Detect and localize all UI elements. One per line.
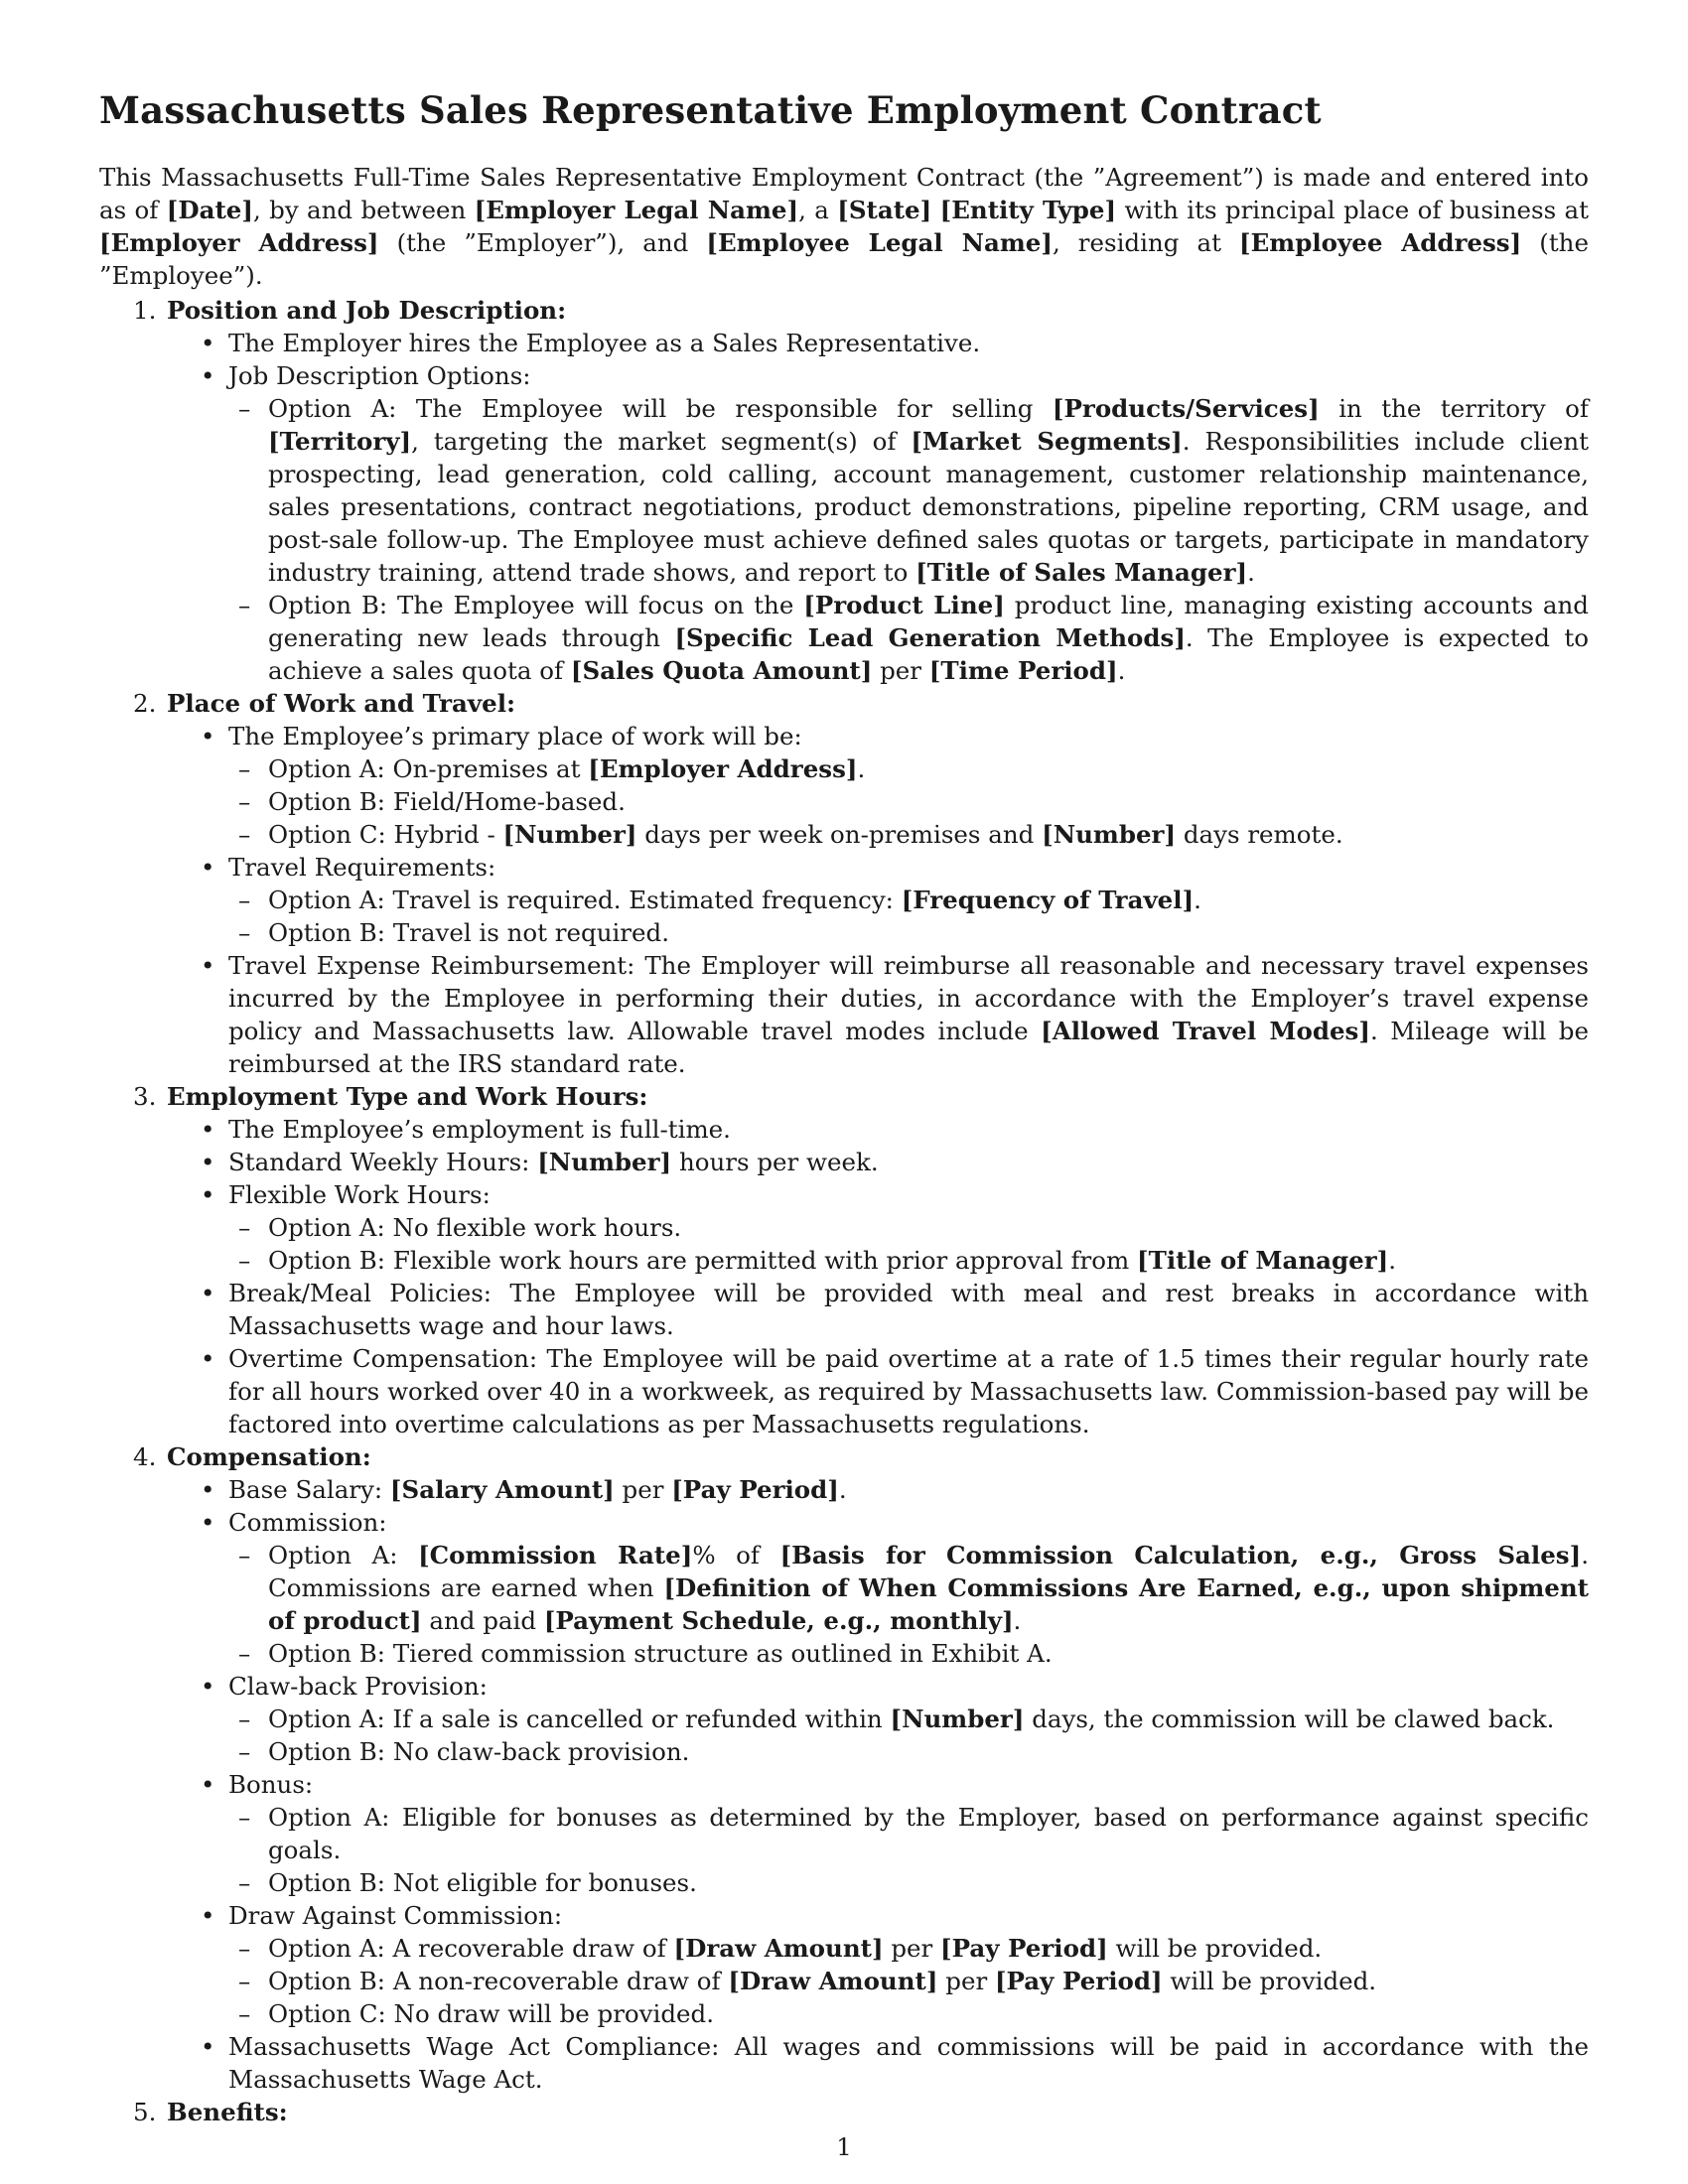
text-run: Option C: Hybrid - <box>268 820 503 849</box>
bullet-text <box>228 951 1589 1078</box>
text-run: per <box>872 656 929 685</box>
bullet-item <box>99 851 1589 949</box>
placeholder-field: [Entity Type] <box>939 196 1117 224</box>
section-heading <box>99 2096 1589 2128</box>
placeholder-field: [State] <box>837 196 932 224</box>
text-run: . Mileage will be reimbursed at the IRS standard rate. <box>228 1017 1589 1078</box>
option-item <box>137 1539 1589 1637</box>
placeholder-field: [Frequency of Travel] <box>901 886 1195 914</box>
option-text <box>238 392 1589 589</box>
section-heading <box>99 294 1589 327</box>
bullet-text <box>228 1279 1589 1340</box>
placeholder-field: [Date] <box>166 196 253 224</box>
dash-icon: – <box>238 1868 251 1897</box>
option-list <box>137 1932 1589 2030</box>
dash-icon: – <box>238 918 251 947</box>
text-run: days, the commission will be clawed back. <box>1024 1705 1555 1733</box>
placeholder-field: [Draw Amount] <box>673 1934 884 1963</box>
text-run: Option A: Eligible for bonuses as determined by the Employer, based on performance against specific goals. <box>268 1803 1589 1864</box>
bullet-text <box>228 1115 731 1144</box>
text-run: product line, managing existing accounts and generating new leads through <box>268 591 1589 652</box>
section-heading <box>99 687 1589 720</box>
bullet-item <box>99 359 1589 687</box>
placeholder-field: [Number] <box>537 1148 672 1176</box>
option-text <box>238 752 1589 785</box>
bullet-item <box>99 1113 1589 1146</box>
option-list <box>137 392 1589 687</box>
text-run: Job Description Options: <box>228 361 531 390</box>
dash-icon: – <box>238 1934 251 1963</box>
text-run: , by and between <box>252 196 475 224</box>
text-run: . <box>1013 1606 1022 1635</box>
bullet-icon: • <box>201 1901 215 1930</box>
text-run: Travel Requirements: <box>228 853 496 882</box>
bullet-icon: • <box>201 2032 215 2061</box>
text-run: % of <box>692 1541 780 1570</box>
placeholder-field: [Territory] <box>268 427 412 456</box>
text-run: Base Salary: <box>228 1475 390 1504</box>
placeholder-field: [Employer Address] <box>99 228 379 257</box>
dash-icon: – <box>238 1737 251 1766</box>
placeholder-field: [Pay Period] <box>940 1934 1108 1963</box>
option-list <box>137 1539 1589 1670</box>
text-run: Option B: Field/Home-based. <box>268 787 626 816</box>
dash-icon: – <box>238 754 251 783</box>
bullet-item <box>99 1670 1589 1768</box>
bullet-item <box>99 1473 1589 1506</box>
dash-icon: – <box>238 1999 251 2028</box>
bullet-list <box>99 720 1589 1080</box>
text-run: Option A: A recoverable draw of <box>268 1934 674 1963</box>
placeholder-field: [Products/Services] <box>1052 394 1320 423</box>
placeholder-field: [Number] <box>502 820 637 849</box>
text-run: will be provided. <box>1162 1967 1377 1995</box>
text-run: . Responsibilities include client prospecting, lead generation, cold calling, account management, customer relationship maintenance, sales presentations, contract negotiations, product demonstrations, pipeline reporting, CRM usage, and post-sale follow-up. The Employee must achieve defined sales quotas or targets, participate in mandatory industry training, attend trade shows, and report to <box>268 427 1590 587</box>
option-item <box>137 785 1589 818</box>
section-item <box>99 1440 1589 2096</box>
text-run: . <box>1247 558 1255 587</box>
placeholder-field: [Employer Legal Name] <box>474 196 799 224</box>
section-heading <box>99 1440 1589 1473</box>
option-text <box>238 1244 1589 1277</box>
section-number: 3. <box>133 1082 157 1111</box>
section-number: 5. <box>133 2098 157 2126</box>
section-item <box>99 2096 1589 2128</box>
option-text <box>238 1637 1589 1670</box>
placeholder-field: [Market Segments] <box>911 427 1183 456</box>
text-run: (the ”Employee”). <box>99 228 1589 290</box>
text-run: Option A: On-premises at <box>268 754 589 783</box>
dash-icon: – <box>238 1213 251 1242</box>
document-page <box>99 85 1589 2128</box>
bullet-icon: • <box>201 1508 215 1537</box>
text-run: . <box>838 1475 847 1504</box>
section-title: Position and Job Description: <box>167 296 567 325</box>
text-run: This Massachusetts Full-Time Sales Representative Employment Contract (the ”Agreement”) is made and entered into as of <box>99 163 1589 224</box>
bullet-item <box>99 1899 1589 2030</box>
bullet-icon: • <box>201 1148 215 1176</box>
placeholder-field: [Sales Quota Amount] <box>570 656 873 685</box>
option-text <box>238 1539 1589 1637</box>
placeholder-field: [Time Period] <box>928 656 1118 685</box>
text-run: hours per week. <box>671 1148 879 1176</box>
bullet-item <box>99 1506 1589 1670</box>
bullet-item <box>99 720 1589 851</box>
placeholder-field: [Employer Address] <box>588 754 858 783</box>
dash-icon: – <box>238 1541 251 1570</box>
section-title: Compensation: <box>167 1442 371 1471</box>
bullet-icon: • <box>201 329 215 357</box>
dash-icon: – <box>238 787 251 816</box>
placeholder-field: [Basis for Commission Calculation, e.g., Gross Sales] <box>779 1541 1582 1570</box>
option-text <box>238 916 1589 949</box>
text-run: Option B: Not eligible for bonuses. <box>268 1868 697 1897</box>
text-run: Overtime Compensation: The Employee will be paid overtime at a rate of 1.5 times their regular hourly rate for all hours worked over 40 in a workweek, as required by Massachusetts law. Commission-based pay will be factored into overtime calculations as per Massachusetts regulations. <box>228 1344 1589 1438</box>
bullet-icon: • <box>201 722 215 751</box>
option-list <box>137 752 1589 851</box>
bullet-icon: • <box>201 361 215 390</box>
placeholder-field: [Number] <box>890 1705 1025 1733</box>
placeholder-field: [Title of Sales Manager] <box>915 558 1248 587</box>
text-run: Claw-back Provision: <box>228 1672 488 1701</box>
bullet-text <box>228 361 531 390</box>
placeholder-field: [Employee Legal Name] <box>706 228 1053 257</box>
option-item <box>137 1932 1589 1965</box>
text-run: Option A: No flexible work hours. <box>268 1213 682 1242</box>
text-run: Option B: A non-recoverable draw of <box>268 1967 729 1995</box>
bullet-icon: • <box>201 1279 215 1307</box>
section-item <box>99 687 1589 1080</box>
text-run: Bonus: <box>228 1770 314 1799</box>
text-run: days per week on-premises and <box>636 820 1043 849</box>
text-run: (the ”Employer”), and <box>378 228 707 257</box>
text-run: Option B: Travel is not required. <box>268 918 669 947</box>
text-run: , residing at <box>1052 228 1240 257</box>
text-run: Option A: <box>268 1541 419 1570</box>
bullet-icon: • <box>201 1475 215 1504</box>
bullet-text <box>228 1508 387 1537</box>
section-heading <box>99 1080 1589 1113</box>
bullet-item <box>99 327 1589 359</box>
option-item <box>137 392 1589 589</box>
text-run: per <box>883 1934 941 1963</box>
dash-icon: – <box>238 1803 251 1832</box>
dash-icon: – <box>238 820 251 849</box>
bullet-icon: • <box>201 1770 215 1799</box>
text-run: Option B: The Employee will focus on the <box>268 591 804 619</box>
option-list <box>137 884 1589 949</box>
placeholder-field: [Pay Period] <box>994 1967 1163 1995</box>
document-title: Massachusetts Sales Representative Employment Contract <box>99 88 1322 132</box>
placeholder-field: [Allowed Travel Modes] <box>1041 1017 1370 1045</box>
placeholder-field: [Number] <box>1042 820 1177 849</box>
text-run: in the territory of <box>1319 394 1589 423</box>
option-item <box>137 1965 1589 1997</box>
option-item <box>137 752 1589 785</box>
bullet-text <box>228 1344 1589 1438</box>
section-number: 4. <box>133 1442 157 1471</box>
option-item <box>137 884 1589 916</box>
text-run: Option A: Travel is required. Estimated frequency: <box>268 886 902 914</box>
bullet-icon: • <box>201 1180 215 1209</box>
option-text <box>238 1932 1589 1965</box>
section-item <box>99 294 1589 687</box>
text-run: and paid <box>421 1606 544 1635</box>
text-run: . <box>857 754 866 783</box>
bullet-item <box>99 1178 1589 1277</box>
dash-icon: – <box>238 1705 251 1733</box>
text-run: The Employee’s employment is full-time. <box>228 1115 731 1144</box>
bullet-item <box>99 1342 1589 1440</box>
bullet-icon: • <box>201 1344 215 1373</box>
dash-icon: – <box>238 886 251 914</box>
option-list <box>137 1211 1589 1277</box>
section-item <box>99 1080 1589 1440</box>
text-run: The Employee’s primary place of work will be: <box>228 722 802 751</box>
text-run: . <box>1388 1246 1397 1275</box>
option-text <box>238 1211 1589 1244</box>
placeholder-field: [Draw Amount] <box>728 1967 938 1995</box>
bullet-item <box>99 1768 1589 1899</box>
option-item <box>137 1211 1589 1244</box>
placeholder-field: [Pay Period] <box>671 1475 839 1504</box>
option-list <box>137 1703 1589 1768</box>
bullet-text <box>228 1770 313 1799</box>
text-run: per <box>937 1967 995 1995</box>
bullet-text <box>228 1180 491 1209</box>
option-text <box>238 1735 1589 1768</box>
text-run: Travel Expense Reimbursement: The Employer will reimburse all reasonable and necessary travel expenses incurred by the Employee in performing their duties, in accordance with the Employer’s travel expense policy and Massachusetts law. Allowable travel modes include <box>228 951 1589 1045</box>
option-text <box>238 818 1589 851</box>
option-item <box>137 1801 1589 1866</box>
option-item <box>137 1735 1589 1768</box>
dash-icon: – <box>238 1246 251 1275</box>
option-text <box>238 785 1589 818</box>
option-text <box>238 1703 1589 1735</box>
option-item <box>137 589 1589 687</box>
text-run: days remote. <box>1176 820 1343 849</box>
text-run: Massachusetts Wage Act Compliance: All wages and commissions will be paid in accordance with the Massachusetts Wage Act. <box>228 2032 1589 2094</box>
bullet-icon: • <box>201 853 215 882</box>
option-text <box>238 1965 1589 1997</box>
text-run: , targeting the market segment(s) of <box>411 427 912 456</box>
text-run: Standard Weekly Hours: <box>228 1148 538 1176</box>
text-run: . <box>1117 656 1126 685</box>
option-item <box>137 916 1589 949</box>
option-item <box>137 1637 1589 1670</box>
bullet-list <box>99 1113 1589 1440</box>
text-run: Option B: Tiered commission structure as outlined in Exhibit A. <box>268 1639 1053 1668</box>
section-title: Place of Work and Travel: <box>167 689 516 718</box>
text-run: with its principal place of business at <box>1116 196 1589 224</box>
text-run: The Employer hires the Employee as a Sales Representative. <box>228 329 981 357</box>
text-run: Draw Against Commission: <box>228 1901 563 1930</box>
bullet-text <box>228 722 802 751</box>
page-number: 1 <box>836 2132 852 2161</box>
placeholder-field: [Salary Amount] <box>389 1475 615 1504</box>
placeholder-field: [Definition of When Commissions Are Earned, e.g., upon shipment of product] <box>268 1573 1590 1635</box>
placeholder-field: [Title of Manager] <box>1137 1246 1389 1275</box>
section-number: 1. <box>133 296 157 325</box>
bullet-text <box>228 329 980 357</box>
bullet-list <box>99 1473 1589 2096</box>
text-run: . <box>1194 886 1201 914</box>
bullet-icon: • <box>201 1115 215 1144</box>
bullet-item <box>99 2030 1589 2096</box>
option-text <box>238 589 1589 687</box>
placeholder-field: [Commission Rate] <box>418 1541 693 1570</box>
section-title: Employment Type and Work Hours: <box>167 1082 648 1111</box>
placeholder-field: [Product Line] <box>803 591 1005 619</box>
bullet-item <box>99 1146 1589 1178</box>
bullet-text <box>228 1148 879 1176</box>
option-item <box>137 1244 1589 1277</box>
bullet-item <box>99 1277 1589 1342</box>
option-item <box>137 1997 1589 2030</box>
bullet-text <box>228 853 495 882</box>
text-run: will be provided. <box>1107 1934 1323 1963</box>
section-list <box>99 294 1589 2128</box>
text-run: Option B: Flexible work hours are permitted with prior approval from <box>268 1246 1138 1275</box>
text-run: Option B: No claw-back provision. <box>268 1737 690 1766</box>
bullet-icon: • <box>201 951 215 980</box>
dash-icon: – <box>238 591 251 619</box>
bullet-text <box>228 1672 488 1701</box>
option-text <box>238 884 1589 916</box>
text-run: , a <box>798 196 838 224</box>
dash-icon: – <box>238 394 251 423</box>
bullet-list <box>99 327 1589 687</box>
intro-paragraph <box>99 161 1589 292</box>
text-run <box>931 196 939 224</box>
text-run: Option C: No draw will be provided. <box>268 1999 715 2028</box>
text-run: Option A: If a sale is cancelled or refunded within <box>268 1705 891 1733</box>
placeholder-field: [Specific Lead Generation Methods] <box>674 623 1186 652</box>
bullet-icon: • <box>201 1672 215 1701</box>
text-run: . The Employee is expected to achieve a sales quota of <box>268 623 1589 685</box>
bullet-item <box>99 949 1589 1080</box>
text-run: Break/Meal Policies: The Employee will be provided with meal and rest breaks in accordance with Massachusetts wage and hour laws. <box>228 1279 1589 1340</box>
text-run: Commission: <box>228 1508 387 1537</box>
option-item <box>137 1866 1589 1899</box>
dash-icon: – <box>238 1967 251 1995</box>
text-run: Flexible Work Hours: <box>228 1180 491 1209</box>
option-text <box>238 1801 1589 1866</box>
section-number: 2. <box>133 689 157 718</box>
option-item <box>137 1703 1589 1735</box>
text-run: per <box>614 1475 672 1504</box>
option-item <box>137 818 1589 851</box>
text-run: . Commissions are earned when <box>268 1541 1589 1602</box>
option-list <box>137 1801 1589 1899</box>
option-text <box>238 1997 1589 2030</box>
bullet-text <box>228 1901 562 1930</box>
dash-icon: – <box>238 1639 251 1668</box>
option-text <box>238 1866 1589 1899</box>
placeholder-field: [Payment Schedule, e.g., monthly] <box>543 1606 1014 1635</box>
placeholder-field: [Employee Address] <box>1239 228 1522 257</box>
text-run: Option A: The Employee will be responsible for selling <box>268 394 1053 423</box>
bullet-text <box>228 2032 1589 2094</box>
section-title: Benefits: <box>167 2098 288 2126</box>
bullet-text <box>228 1475 847 1504</box>
